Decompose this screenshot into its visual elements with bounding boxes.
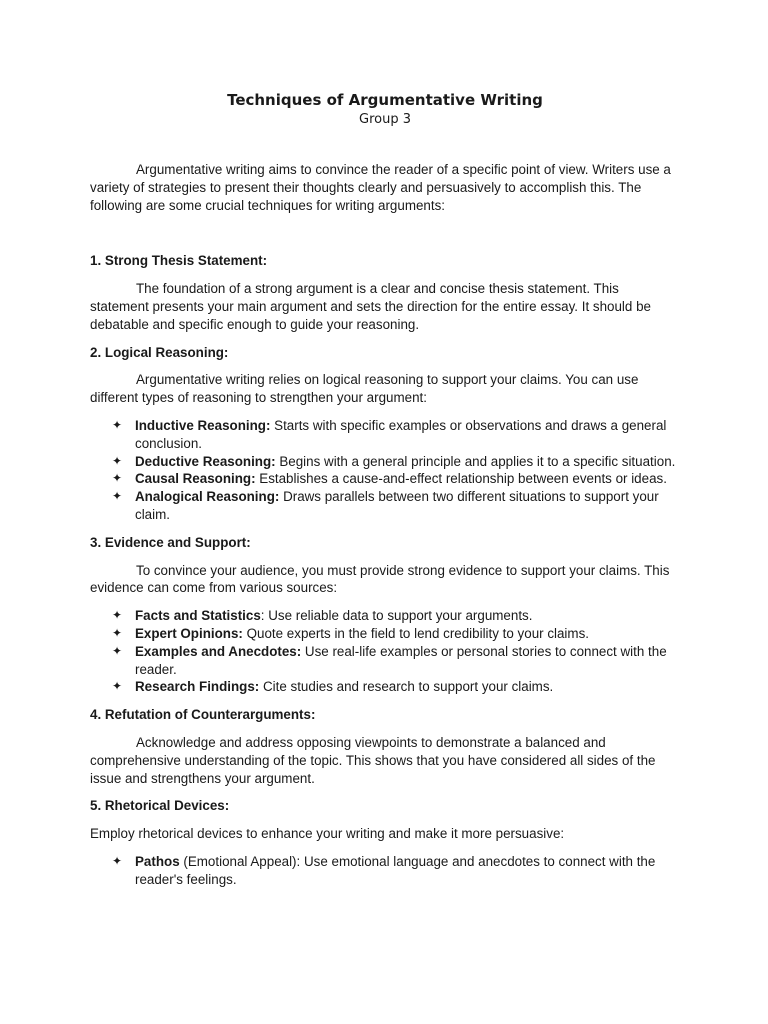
- section-heading-refutation: 4. Refutation of Counterarguments:: [90, 707, 316, 723]
- list-item-text: Begins with a general principle and applies it to a specific situation.: [275, 453, 676, 469]
- four-point-star-icon: ✦: [112, 453, 123, 468]
- list-item-term: Facts and Statistics: [135, 608, 261, 624]
- document-subtitle: Group 3: [359, 112, 411, 127]
- section-paragraph-thesis: The foundation of a strong argument is a clear and concise thesis statement. This statement presents your main argument and sets the direction for the entire essay. It should be debatable and specific enough to guide your reasoning.: [90, 281, 651, 332]
- evidence-list: [90, 607, 680, 696]
- section-heading-logical-reasoning: 2. Logical Reasoning:: [90, 344, 229, 360]
- section-paragraph-rhetorical-devices: Employ rhetorical devices to enhance your writing and make it more persuasive:: [90, 826, 565, 842]
- list-item-text: Draws parallels between two different situations to support your claim.: [135, 489, 659, 522]
- list-item-term: Examples and Anecdotes:: [135, 643, 302, 659]
- list-item-term: Expert Opinions:: [135, 625, 243, 641]
- list-item-term: Pathos: [135, 853, 180, 869]
- list-item-term: Research Findings:: [135, 679, 260, 695]
- section-heading-thesis: 1. Strong Thesis Statement:: [90, 253, 268, 269]
- list-item-text: (Emotional Appeal): Use emotional language and anecdotes to connect with the reader's feelings.: [135, 853, 656, 887]
- list-item: [112, 488, 680, 524]
- list-item-text: Use real-life examples or personal stories to connect with the reader.: [135, 643, 667, 677]
- four-point-star-icon: ✦: [112, 643, 123, 658]
- list-item: [112, 607, 680, 625]
- four-point-star-icon: ✦: [112, 625, 123, 640]
- rhetorical-list: [90, 853, 680, 889]
- list-item-term: Causal Reasoning:: [135, 471, 256, 487]
- four-point-star-icon: ✦: [112, 853, 123, 868]
- list-item: [112, 417, 680, 453]
- list-item: [112, 643, 680, 679]
- list-item: [112, 470, 680, 488]
- section-heading-rhetorical-devices: 5. Rhetorical Devices:: [90, 798, 230, 814]
- list-item-text: Quote experts in the field to lend credibility to your claims.: [242, 625, 589, 641]
- list-item-text: Cite studies and research to support your claims.: [259, 679, 554, 695]
- section-paragraph-evidence: To convince your audience, you must provide strong evidence to support your claims. This evidence can come from various sources:: [90, 562, 670, 596]
- list-item-text: Starts with specific examples or observations and draws a general conclusion.: [135, 417, 667, 451]
- four-point-star-icon: ✦: [112, 489, 123, 504]
- intro-paragraph: Argumentative writing aims to convince the reader of a specific point of view. Writers use a variety of strategies to present their thoughts clearly and persuasively to accomplish this. The following are some crucial techniques for writing arguments:: [90, 162, 671, 213]
- section-heading-evidence: 3. Evidence and Support:: [90, 534, 251, 550]
- document-body: [90, 89, 680, 899]
- list-item-text: Establishes a cause-and-effect relationship between events or ideas.: [255, 471, 667, 487]
- document-title: Techniques of Argumentative Writing: [227, 91, 543, 109]
- list-item: [112, 853, 680, 889]
- list-item: [112, 678, 680, 696]
- list-item-text: : Use reliable data to support your arguments.: [260, 608, 533, 624]
- four-point-star-icon: ✦: [112, 608, 123, 623]
- list-item-term: Deductive Reasoning:: [135, 453, 276, 469]
- list-item: [112, 453, 680, 471]
- section-paragraph-logical-reasoning: Argumentative writing relies on logical reasoning to support your claims. You can use different types of reasoning to strengthen your argument:: [90, 372, 639, 406]
- list-item-term: Inductive Reasoning:: [135, 417, 271, 433]
- reasoning-list: [90, 417, 680, 524]
- section-paragraph-refutation: Acknowledge and address opposing viewpoints to demonstrate a balanced and comprehensive understanding of the topic. This shows that you have considered all sides of the issue and strengthens your argument.: [90, 734, 656, 786]
- list-item-term: Analogical Reasoning:: [135, 489, 280, 505]
- four-point-star-icon: ✦: [112, 679, 123, 694]
- four-point-star-icon: ✦: [112, 471, 123, 486]
- four-point-star-icon: ✦: [112, 417, 123, 432]
- list-item: [112, 625, 680, 643]
